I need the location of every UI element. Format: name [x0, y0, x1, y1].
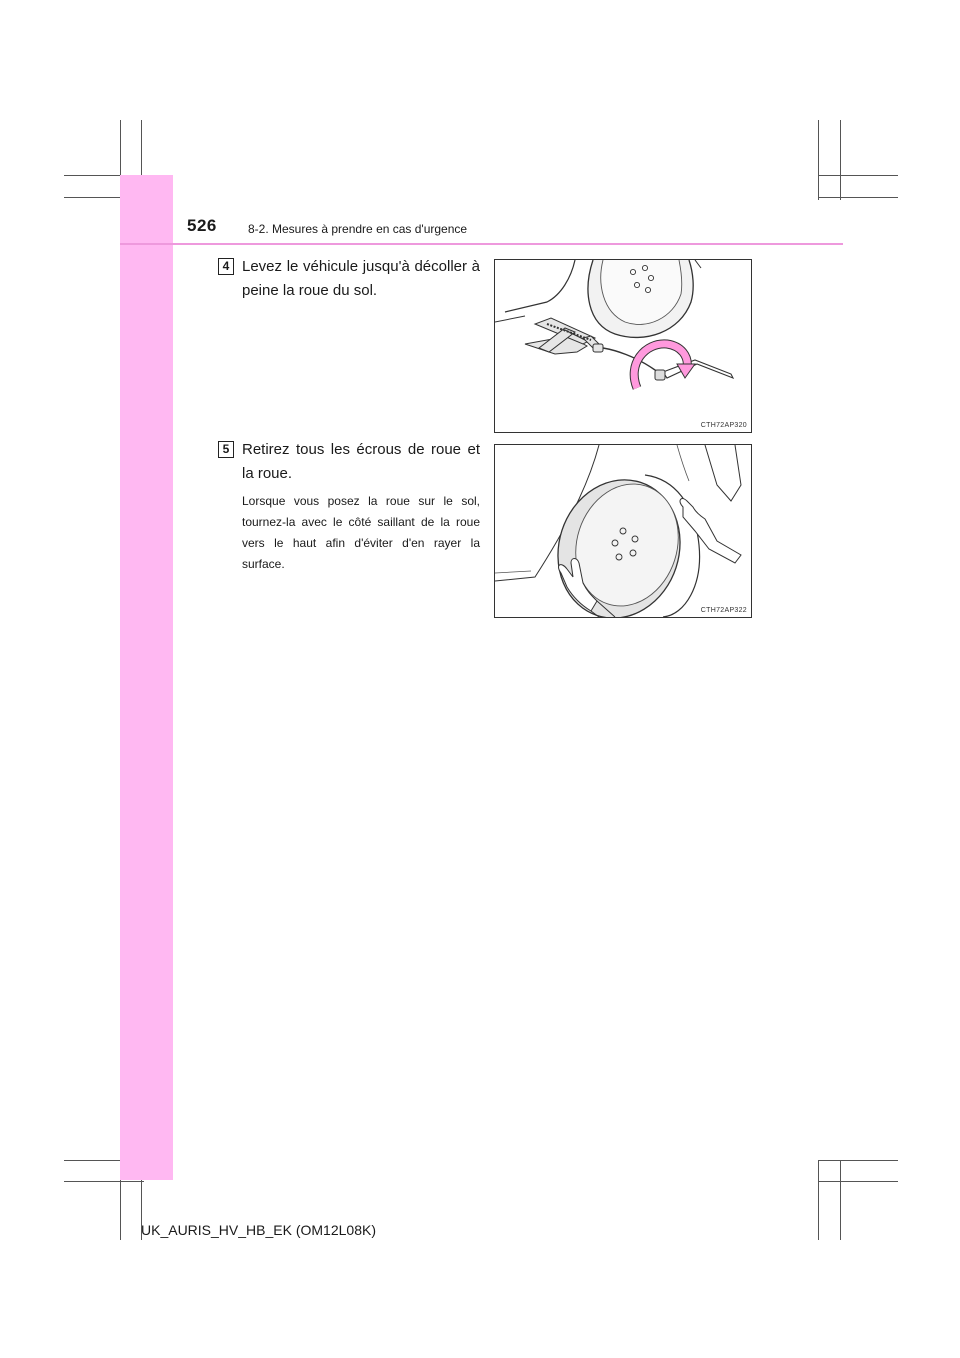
- crop-mark: [818, 197, 898, 198]
- step-instruction: Retirez tous les écrous de roue et la roue.: [242, 441, 480, 482]
- crop-mark: [818, 175, 898, 176]
- page-number: 526: [187, 216, 217, 235]
- header-rule: [120, 243, 843, 245]
- crop-mark: [818, 1181, 898, 1182]
- crop-mark: [818, 1160, 819, 1240]
- crop-mark: [818, 1160, 898, 1161]
- crop-mark: [840, 120, 841, 200]
- chapter-sidebar: [120, 175, 173, 1180]
- figure-jack-lift: [494, 259, 752, 433]
- document-id: UK_AURIS_HV_HB_EK (OM12L08K): [141, 1222, 376, 1238]
- step-note: Lorsque vous posez la roue sur le sol, tournez-la avec le côté saillant de la roue vers le haut afin d'éviter d'en rayer la surface.: [242, 494, 480, 571]
- step-number-badge: 4: [218, 258, 234, 275]
- step-instruction: Levez le véhicule jusqu'à décoller à peine la roue du sol.: [242, 258, 480, 299]
- section-title: 8-2. Mesures à prendre en cas d'urgence: [248, 222, 468, 236]
- jack-illustration: [495, 260, 751, 432]
- figure-code: CTH72AP320: [700, 422, 747, 429]
- crop-mark: [64, 1181, 144, 1182]
- scissor-jack-icon: [525, 318, 603, 354]
- figure-code: CTH72AP322: [700, 607, 747, 614]
- crop-mark: [840, 1160, 841, 1240]
- step-number-badge: 5: [218, 441, 234, 458]
- wheel-illustration: [495, 445, 751, 617]
- figure-wheel-removal: [494, 444, 752, 618]
- crop-mark: [818, 120, 819, 200]
